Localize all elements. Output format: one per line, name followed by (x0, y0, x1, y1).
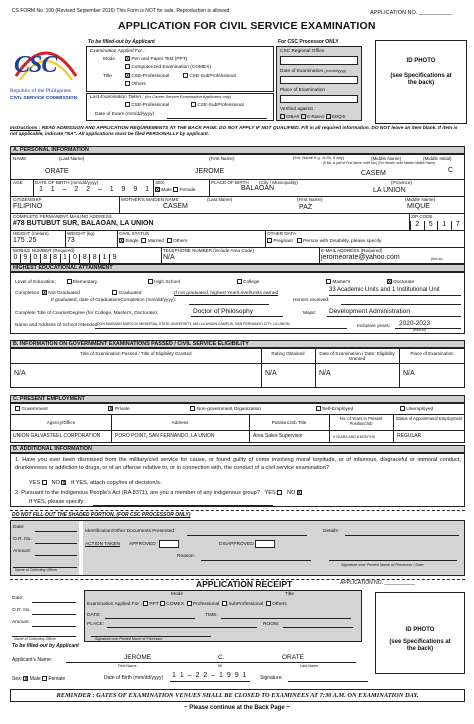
for-csc-processor: For CSC Processor ONLY (278, 39, 339, 45)
q2-no-checkbox[interactable]: x (298, 490, 301, 497)
receipt-exam-options[interactable]: Examination Applied For : PPT COMEX Professional SubProfessional Others (87, 601, 287, 607)
form-title: APPLICATION FOR CIVIL SERVICE EXAMINATION (118, 20, 376, 32)
female-checkbox[interactable] (173, 187, 178, 192)
receipt-comex-checkbox[interactable] (160, 601, 165, 606)
inclusive-value[interactable]: 2020-2023 (399, 320, 431, 327)
other-data-options[interactable]: Pregnant Person with Disability, please specify (267, 238, 381, 244)
mobile-field[interactable]: 0 9 0 8 8 1 0 8 8 1 9 (11, 254, 119, 264)
course-label: Complete Title of Course/Degree (for College, Master's, Doctorate): (15, 311, 159, 316)
employment-address-value[interactable]: PORO POINT, SAN FERNANDO, LA UNION (115, 433, 215, 439)
position-value[interactable]: Area Sales Supervisor (253, 433, 303, 439)
married-checkbox[interactable] (141, 238, 146, 243)
last-name-value[interactable]: ORATE (45, 168, 69, 175)
id-photo-label: ID PHOTO (406, 58, 436, 64)
applicant-name-label: Applicant's Name: (12, 657, 53, 663)
mode-label: Mode (103, 57, 115, 62)
receipt-title: APPLICATION RECEIPT (196, 579, 293, 589)
continue-note: ~ Please continue at the Back Page ~ (184, 705, 290, 711)
additional-table (10, 453, 465, 507)
major-value[interactable]: Development Administration (329, 308, 410, 315)
section-employment-header: C. PRESENT EMPLOYMENT (10, 395, 465, 403)
citizenship-value[interactable]: FILIPINO (13, 203, 43, 210)
q1-no-checkbox[interactable]: x (62, 480, 66, 487)
unemployed-checkbox[interactable] (400, 406, 405, 411)
section-personal-header: A. PERSONAL INFORMATION (10, 146, 465, 154)
school-value[interactable]: DON MARIANO MARCOS MEMORIAL STATE UNIVERSITY, MID-LA UNION CAMPUS, SAN FERNANDO CITY, LA UNION (97, 322, 290, 326)
mother-middle-value[interactable]: MIQUE (407, 203, 430, 210)
receipt-pro-checkbox[interactable] (187, 601, 192, 606)
exam-applied-label: Examination Applied For : (90, 49, 145, 54)
pwd-checkbox[interactable] (297, 238, 302, 243)
verified-options[interactable]: DIBAR E-Raters EDQIS (280, 114, 346, 119)
last-exam-box (86, 93, 274, 121)
receipt-subpro-checkbox[interactable] (222, 601, 227, 606)
ngo-checkbox[interactable] (190, 406, 195, 411)
receipt-to-fill: To be filled-out by Applicant (12, 643, 79, 649)
receipt-signature-label: Signature: (260, 675, 283, 681)
last-exam-note: (for Career Service Examination Applicants only) (145, 94, 232, 99)
edqis-checkbox[interactable] (326, 114, 331, 119)
receipt-female-checkbox[interactable] (42, 676, 47, 681)
personal-info-table: NAME (Last Name) (First Name) (Ext. Name e.g. Jr./Sr. if any) (Middle Name) (Middle Initial) (If Ma. is part of First Name, write Ma.) (For female, write Maiden Middle Name) ORATE JEROME CASEM C AGE DATE OF BIRTH (mm/dd/yyyy) 1 1 – 2 2 – 1 9 9 1 SEX x Male Female PLACE OF BIRTH (City / Municipality) (Province) BALAOAN LA UNION CITIZENSHIP FILIPINO MOTHER'S MAIDEN NAME (Last Name) (First Name) (Middle Name) CASEM PAZ MIQUE COMPLETE PERMANENT MAILING ADDRESS #78 BUTUBUT SUR, BALAOAN, LA UNION ZIP CODE 2 5 1 7 HEIGHT (meters) 175 .25 WEIGHT (kg) 73 CIVIL STATUS x Single Married Others OTHER DATA Pregnant Person with Disability, please specify MOBILE NUMBER (Required) 0 9 0 8 8 1 0 8 8 1 9 TELEPHONE NUMBER (include Area Code) N/A E-MAIL ADDRESS (Required) jeromeorate@yahoo.com (Ism-lo) (10, 154, 465, 264)
receipt-male-checkbox[interactable]: x (24, 676, 28, 682)
status-value[interactable]: REGULAR (397, 433, 422, 439)
q1-yes-checkbox[interactable] (42, 480, 47, 485)
application-form: CS FORM No. 100 (Revised September 2016) This Form is NOT for sale. Reproduction is allowed. APPLICATION NO. ___________ APPLICATION FOR CIVIL SERVICE EXAMINATION CSC Republic of the Philippines CIVIL SERVICE COMMISSION To be filled-out by Applicant For CSC Processor ONLY Examination Applied For : Mode x Pen and Paper Test (PPT) Computerized Examination (COMEX) Title x CSE-Professional CSE-SubProfessional Others Last Examination Taken : (for Career Service Examination Applicants only) CSE-Professional CSE-SubProfessional Date of Exam (mm/dd/yyyy) CSC Regional Office Date of Examination (mm/dd/yyyy) Place of Examination Verified against : DIBAR E-Raters EDQIS ID PHOTO (see Specifications at the back) Instructions : READ ADMISSION AND APPLICATION REQUIREMENTS AT THE BACK PAGE. DO NOT APPLY IF NOT QUALIFIED. Fill in all required information. DO NOT leave an item blank. If item is not applicable, indicate "NA". All applications must be filed PERSONALLY by applicant. A. PERSONAL INFORMATION NAME (Last Name) (First Name) (Ext. Name e.g. Jr./Sr. if any) (Middle Name) (Middle Initial) (If Ma. is part of First Name, write Ma.) (For female, write Maiden Middle Name) ORATE JEROME CASEM C AGE DATE OF BIRTH (mm/dd/yyyy) 1 1 – 2 2 – 1 9 9 1 SEX x Male Female PLACE OF BIRTH (City / Municipality) (Province) BALAOAN LA UNION CITIZENSHIP FILIPINO MOTHER'S MAIDEN NAME (Last Name) (First Name) (Middle Name) CASEM PAZ MIQUE COMPLETE PERMANENT MAILING ADDRESS #78 BUTUBUT SUR, BALAOAN, LA UNION ZIP CODE 2 5 1 7 HEIGHT (meters) 175 .25 WEIGHT (kg) 73 CIVIL STATUS x Single Married Others OTHER DATA Pregnant Person with Disability, please specify MOBILE NUMBER (Required) 0 9 0 8 8 1 0 8 8 1 9 TELEPHONE NUMBER (include Area Code) N/A E-MAIL ADDRESS (Required) jeromeorate@yahoo.com (Ism-lo) HIGHEST EDUCATIONAL ATTAINMENT Level of Education: Elementary High School College Master's x Doctorate Completion: x Not Graduated Graduated If not graduated, highest Year/Level/Units earned 33 Academic Units and 1 Institutional Unit If graduated, date of Graduation/Completion (mm/dd/yyyy): Honors received: Complete Title of Course/Degree (for College, Master's, Doctorate): Doctor of Philosophy Major: Development Administration Name and Address of School Attended: DON MARIANO MARCOS MEMORIAL STATE UNIVERSITY, MID-LA UNION CAMPUS, SAN FERNANDO CITY, LA UNION Inclusive years: 2020-2023 (from-to) B. INFORMATION ON GOVERNMENT EXAMINATIONS PASSED / CIVIL SERVICE ELIGIBILITY Title of Examination Passed / Title of Eligibility Granted Rating Obtained Date of Examination / Date: Eligibility Granted Place of Examination N/A N/A N/A N/A C. PRESENT EMPLOYMENT Government x Private Non-government Organization Self-Employed Unemployed Agency/Office Address Position/Job Title No. of Years in Present Position/Job Status of Appointment/ Employment UNION GALVASTEEL CORPORATION PORO POINT, SAN FERNANDO, LA UNION Area Sales Supervisor 9 YEARS AND 8 MONTHS REGULAR D. ADDITIONAL INFORMATION 1. Have you ever been dismissed from the military/civil service for cause, or found guilty of crime involving moral turpitude, or of infamous, disgraceful or immoral conduct, drunkenness or addiction to drugs, or of an offense relative to, or in connection with, the conduct of a civil service examination? YES NO x If YES, attach copy/ies of decision/s. 2. Pursuant to the Indigenous People's Act (RA 8371), are you a member of any indigenous group? YES NO x If YES, please specify: DO NOT FILL-OUT THE SHADED PORTION. (FOR CSC PROCESSOR ONLY) Date: O.R. No. Amount: Name of Collecting Officer Identification/Other Documents Presented: Details: ACTION TAKEN APPROVED DISAPPROVED Reason: Signature over Printed Name of Processor / Date APPLICATION RECEIPT APPLICATION NO. ___________ Mode Title Examination Applied For : PPT COMEX Professional SubProfessional Others DATE: TIME: PLACE: ROOM: Signature over Printed Name of Processor Date: O.R. No. Amount: Name of Collecting Officer ID PHOTO (see Specifications at the back) To be filled-out by Applicant Applicant's Name: JEROME C. ORATE First Name MI Last Name Sex: x Male Female Date of Birth (mm/dd/yyyy) 1 1 – 2 2 – 1 9 9 1 Signature: REMINDER : GATES OF EXAMINATION VENUES SHALL BE CLOSED TO EXAMINEES AT 7:30 A.M. ON EXAMINATION DAY. ~ Please continue at the Back Page ~ (0, 0, 474, 724)
inclusive-label: Inclusive years: (357, 324, 391, 329)
receipt-sex-options[interactable]: Sex: x Male Female (12, 675, 66, 682)
dob-field[interactable]: 1 1 – 2 2 – 1 9 9 1 (38, 186, 150, 193)
exam-title-value[interactable]: N/A (14, 370, 26, 377)
title-others-checkbox[interactable] (125, 81, 130, 86)
honors-label: Honors received: (293, 298, 330, 303)
government-checkbox[interactable] (15, 406, 20, 411)
title-label: Title (103, 74, 112, 79)
csc-logo (10, 28, 82, 106)
form-number: CS FORM No. 100 (Revised September 2016) This Form is NOT for sale. Reproduction is allowed. (12, 8, 231, 14)
weight-value[interactable]: 73 (67, 237, 75, 244)
receipt-last-name[interactable]: ORATE (282, 654, 304, 661)
receipt-app-no: APPLICATION NO. ___________ (340, 580, 415, 586)
title-pro-checkbox[interactable]: x (126, 73, 129, 79)
processor-section (10, 520, 465, 576)
exam-applied-box (86, 46, 274, 92)
receipt-first-name[interactable]: JEROME (124, 654, 152, 661)
disapproved-box[interactable] (255, 540, 275, 548)
middle-name-value[interactable]: CASEM (361, 170, 386, 177)
mode-ppt-checkbox[interactable]: x (126, 56, 129, 62)
receipt-dob-value[interactable]: 1 1 – 2 2 – 1 9 9 1 (172, 672, 248, 679)
logo-text: CSC (14, 52, 57, 78)
employment-table: Government x Private Non-government Organization Self-Employed Unemployed Agency/Office Address Position/Job Title No. of Years in Present Position/Job Status of Appointment/ Employment UNION GALVASTEEL CORPORATION PORO POINT, SAN FERNANDO, LA UNION Area Sales Supervisor 9 YEARS AND 8 MONTHS REGULAR (10, 403, 465, 443)
date-of-exam-field[interactable] (280, 76, 358, 84)
private-checkbox[interactable]: x (109, 406, 113, 412)
mode-comex-checkbox[interactable] (125, 64, 130, 69)
logo-republic: Republic of the Philippines (10, 88, 72, 94)
processor-note: DO NOT FILL-OUT THE SHADED PORTION. (FOR CSC PROCESSOR ONLY) (12, 512, 191, 518)
place-exam-field[interactable] (280, 95, 358, 103)
eraters-checkbox[interactable] (301, 114, 306, 119)
single-checkbox[interactable]: x (120, 238, 123, 244)
college-checkbox[interactable] (237, 279, 242, 284)
receipt-dob-label: Date of Birth (mm/dd/yyyy) (104, 675, 164, 681)
mode-comex[interactable]: Computerized Examination (COMEX) (125, 64, 211, 70)
approved-box[interactable] (159, 540, 179, 548)
sex-options[interactable]: x Male Female (156, 187, 196, 193)
id-photo-sub: (see Specifications at the back) (390, 73, 452, 86)
title-pro[interactable]: x CSE-Professional (126, 73, 170, 79)
title-subpro-checkbox[interactable] (183, 73, 188, 78)
mother-first-value[interactable]: PAZ (299, 204, 313, 211)
not-graduated-checkbox[interactable]: x (43, 290, 46, 296)
logo-commission: CIVIL SERVICE COMMISSION (10, 96, 78, 101)
csc-processor-box: CSC Regional Office Date of Examination (mm/dd/yyyy) Place of Examination Verified against : DIBAR E-Raters EDQIS (276, 46, 362, 121)
instructions: Instructions : READ ADMISSION AND APPLICATION REQUIREMENTS AT THE BACK PAGE. DO NOT APPLY IF NOT QUALIFIED. Fill in all required information. DO NOT leave an item blank. If item is not applicable, indicate "NA". All applications must be filed PERSONALLY by applicant. (10, 126, 458, 138)
exam-date-value[interactable]: N/A (319, 370, 331, 377)
q2-yes-checkbox[interactable] (277, 490, 282, 495)
last-exam-label: Last Examination Taken : (90, 95, 144, 100)
pregnant-checkbox[interactable] (267, 238, 272, 243)
zip-field[interactable]: 2 5 1 7 (410, 221, 464, 230)
exam-rating-value[interactable]: N/A (265, 370, 277, 377)
processor-left: Date: O.R. No. Amount: Name of Collecting Officer (11, 521, 79, 575)
employment-type-options[interactable]: Government x Private Non-government Organization Self-Employed Unemployed (15, 406, 433, 412)
exam-place-value[interactable]: N/A (403, 370, 415, 377)
application-no: APPLICATION NO. ___________ (370, 10, 453, 16)
q1-answer[interactable]: YES NO x If YES, attach copy/ies of decision/s. (29, 480, 162, 487)
doctorate-checkbox[interactable]: x (388, 279, 391, 285)
place-exam-label: Place of Examination (280, 88, 326, 93)
elementary-checkbox[interactable] (67, 279, 72, 284)
verified-label: Verified against : (280, 107, 316, 112)
section-education-header: HIGHEST EDUCATIONAL ATTAINMENT (10, 264, 465, 272)
mother-last-value[interactable]: CASEM (163, 203, 188, 210)
school-label: Name and Address of School Attended: (15, 323, 99, 328)
height-value[interactable]: 175 .25 (13, 237, 37, 244)
q2-detail: If YES, please specify: (29, 499, 85, 505)
date-of-exam-label: Date of Examination (280, 69, 324, 74)
section-additional-header: D. ADDITIONAL INFORMATION (10, 445, 465, 453)
masters-checkbox[interactable] (326, 279, 331, 284)
civil-status-options[interactable]: x Single Married Others (120, 238, 188, 244)
education-table: Level of Education: Elementary High School College Master's x Doctorate Completion: x Not Graduated Graduated If not graduated, highest Year/Level/Units earned 33 Academic Units and 1 Institutional Unit If graduated, date of Graduation/Completion (mm/dd/yyyy): Honors received: Complete Title of Course/Degree (for College, Master's, Doctorate): Doctor of Philosophy Major: Development Administration Name and Address of School Attended: DON MARIANO MARCOS MEMORIAL STATE UNIVERSITY, MID-LA UNION CAMPUS, SAN FERNANDO CITY, LA UNION Inclusive years: 2020-2023 (from-to) (10, 272, 465, 334)
reminder: REMINDER : GATES OF EXAMINATION VENUES SHALL BE CLOSED TO EXAMINEES AT 7:30 A.M. ON EXAMINATION DAY. (10, 689, 465, 702)
self-employed-checkbox[interactable] (316, 406, 321, 411)
male-checkbox[interactable]: x (156, 187, 159, 193)
course-value[interactable]: Doctor of Philosophy (193, 308, 253, 315)
agency-value[interactable]: UNION GALVASTEEL CORPORATION (13, 433, 101, 439)
receipt-id-photo-box: ID PHOTO (see Specifications at the back) (375, 592, 465, 674)
last-subpro-checkbox[interactable] (191, 102, 196, 107)
dibar-checkbox[interactable] (280, 114, 285, 119)
processor-right: Identification/Other Documents Presented: Details: ACTION TAKEN APPROVED DISAPPROVED Reason: Signature over Printed Name of Processor / Date (83, 521, 464, 575)
section-exams-header: B. INFORMATION ON GOVERNMENT EXAMINATIONS PASSED / CIVIL SERVICE ELIGIBILITY (10, 340, 465, 348)
address-value[interactable]: #78 BUTUBUT SUR, BALAOAN, LA UNION (13, 220, 154, 227)
completion-options[interactable]: Completion: x Not Graduated Graduated If not graduated, highest Year/Level/Units earned (15, 290, 279, 296)
receipt-mi[interactable]: C. (218, 654, 225, 661)
telephone-value[interactable]: N/A (163, 254, 175, 261)
major-label: Major: (303, 311, 317, 316)
date-exam-label: Date of Exam (mm/dd/yyyy) (95, 112, 155, 117)
exams-table: Title of Examination Passed / Title of Eligibility Granted Rating Obtained Date of Examination / Date: Eligibility Granted Place of Examination N/A N/A N/A N/A (10, 348, 465, 388)
receipt-others-checkbox[interactable] (266, 601, 271, 606)
regional-office-field[interactable] (280, 56, 358, 65)
last-subpro[interactable]: CSE-SubProfessional (191, 102, 244, 108)
graduated-checkbox[interactable] (112, 290, 117, 295)
pob-city-value[interactable]: BALAOAN (241, 185, 275, 192)
title-subpro[interactable]: CSE-SubProfessional (183, 73, 236, 79)
middle-initial-value[interactable]: C (448, 167, 454, 174)
civil-others-checkbox[interactable] (167, 238, 172, 243)
receipt-left-fields: Date: O.R. No. Amount: Name of Collecting Officer (10, 590, 80, 642)
to-fill-applicant: To be filled-out by Applicant (88, 39, 155, 45)
highschool-checkbox[interactable] (148, 279, 153, 284)
mode-ppt[interactable]: x Pen and Paper Test (PPT) (126, 56, 188, 62)
receipt-ppt-checkbox[interactable] (143, 601, 148, 606)
question-1: 1. Have you ever been dismissed from the military/civil service for cause, or found guilty of crime involving moral turpitude, or of infamous, disgraceful or immoral conduct, drunkenness or addiction to drugs, or of an offense relative to, or in connection with, the conduct of a civil service examination? (15, 457, 461, 471)
regional-office-label: CSC Regional Office (280, 49, 325, 54)
if-graduated-label: If graduated, date of Graduation/Completion (mm/dd/yyyy): (51, 298, 177, 303)
id-photo-box (375, 40, 467, 124)
years-value[interactable]: 9 YEARS AND 8 MONTHS (333, 435, 375, 439)
title-others[interactable]: Others (125, 81, 146, 87)
receipt-box: Mode Title Examination Applied For : PPT COMEX Professional SubProfessional Others DATE: TIME: PLACE: ROOM: Signature over Printed Name of Processor (84, 590, 362, 642)
last-pro[interactable]: CSE-Professional (125, 102, 169, 108)
pob-province-value[interactable]: LA UNION (373, 187, 406, 194)
first-name-value[interactable]: JEROME (195, 168, 225, 175)
last-pro-checkbox[interactable] (125, 102, 130, 107)
question-2[interactable]: 2. Pursuant to the Indigenous People's Act (RA 8371), are you a member of any indigenous group? YES NO x (15, 490, 301, 497)
level-options[interactable]: Level of Education: Elementary High School College Master's x Doctorate (15, 279, 415, 285)
email-value[interactable]: jeromeorate@yahoo.com (321, 254, 400, 261)
units-value[interactable]: 33 Academic Units and 1 Institutional Unit (329, 287, 440, 293)
